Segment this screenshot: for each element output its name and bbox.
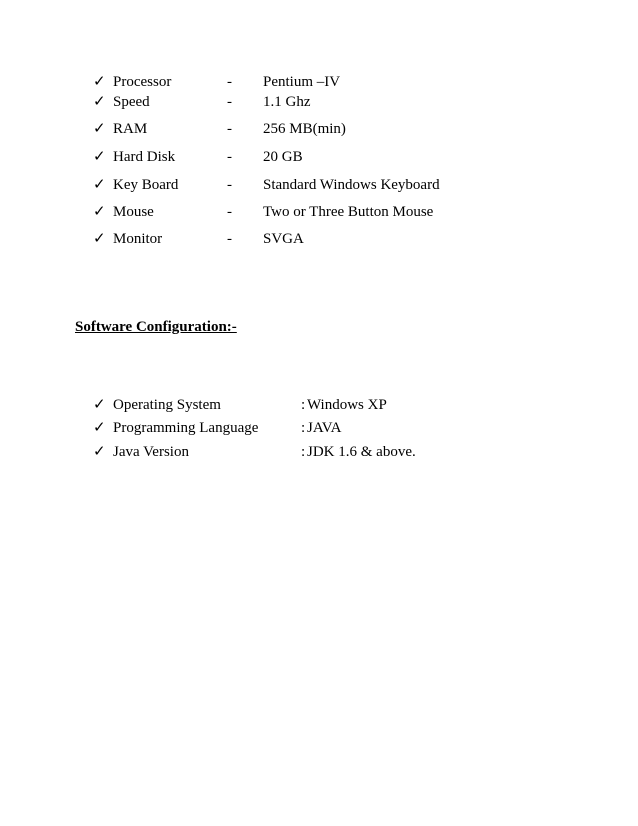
separator: : xyxy=(301,397,306,413)
separator: : xyxy=(301,420,306,436)
checkmark-icon: ✓ xyxy=(93,149,106,165)
software-label: Operating System xyxy=(113,397,221,413)
hardware-label: RAM xyxy=(113,121,148,137)
separator: - xyxy=(227,177,232,193)
separator: - xyxy=(227,94,232,110)
hardware-label: Processor xyxy=(113,74,172,90)
hardware-value: 1.1 Ghz xyxy=(263,94,311,110)
checkmark-icon: ✓ xyxy=(93,444,106,460)
checkmark-icon: ✓ xyxy=(93,231,106,247)
hardware-label: Key Board xyxy=(113,177,179,193)
checkmark-icon: ✓ xyxy=(93,177,106,193)
software-value: Windows XP xyxy=(307,397,387,413)
hardware-label: Hard Disk xyxy=(113,149,176,165)
separator: - xyxy=(227,149,232,165)
hardware-label: Monitor xyxy=(113,231,163,247)
separator: - xyxy=(227,204,232,220)
checkmark-icon: ✓ xyxy=(93,397,106,413)
checkmark-icon: ✓ xyxy=(93,74,106,90)
hardware-value: 20 GB xyxy=(263,149,303,165)
separator: - xyxy=(227,121,232,137)
software-value: JAVA xyxy=(307,420,342,436)
hardware-label: Speed xyxy=(113,94,150,110)
checkmark-icon: ✓ xyxy=(93,121,106,137)
hardware-value: Standard Windows Keyboard xyxy=(263,177,440,193)
software-label: Java Version xyxy=(113,444,189,460)
software-configuration-heading: Software Configuration:- xyxy=(75,319,237,335)
hardware-label: Mouse xyxy=(113,204,154,220)
hardware-value: Pentium –IV xyxy=(263,74,341,90)
software-value: JDK 1.6 & above. xyxy=(307,444,416,460)
checkmark-icon: ✓ xyxy=(93,204,106,220)
checkmark-icon: ✓ xyxy=(93,420,106,436)
separator: : xyxy=(301,444,306,460)
hardware-value: SVGA xyxy=(263,231,304,247)
software-label: Programming Language xyxy=(113,420,259,436)
separator: - xyxy=(227,74,232,90)
checkmark-icon: ✓ xyxy=(93,94,106,110)
hardware-value: Two or Three Button Mouse xyxy=(263,204,434,220)
hardware-value: 256 MB(min) xyxy=(263,121,346,137)
separator: - xyxy=(227,231,232,247)
